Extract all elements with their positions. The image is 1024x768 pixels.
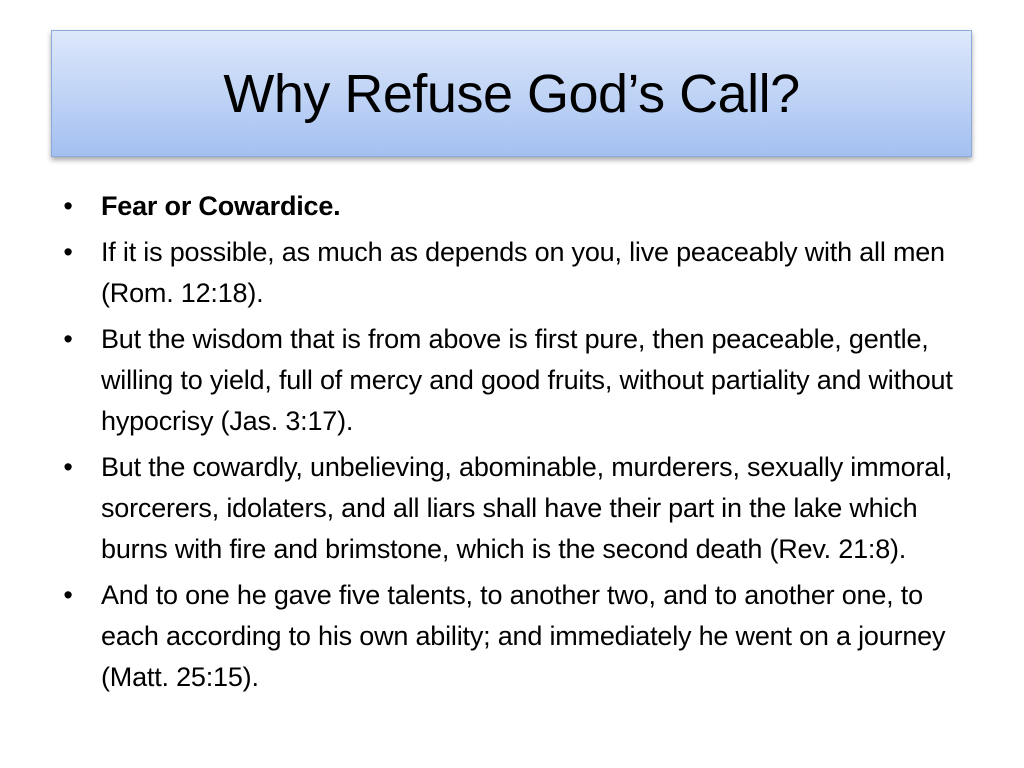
bullet-dot-icon: • <box>63 324 73 354</box>
bullet-text: If it is possible, as much as depends on you, live peaceably with all men (Rom. 12:18). <box>101 237 945 308</box>
title-box <box>51 30 972 157</box>
bullet-list <box>58 186 958 703</box>
slide-title: Why Refuse God’s Call? <box>223 63 800 124</box>
bullet-text: Fear or Cowardice. <box>101 191 341 221</box>
bullet-text: And to one he gave five talents, to another two, and to another one, to each according to his own ability; and immediately he went on a journey (Matt. 25:15). <box>101 580 946 692</box>
bullet-item <box>58 319 958 442</box>
bullet-item <box>58 232 958 314</box>
bullet-item <box>58 447 958 570</box>
bullet-dot-icon: • <box>63 237 73 267</box>
bullet-text: But the cowardly, unbelieving, abominable, murderers, sexually immoral, sorcerers, idolaters, and all liars shall have their part in the lake which burns with fire and brimstone, which is the second death (Rev. 21:8). <box>101 452 953 564</box>
bullet-item <box>58 575 958 698</box>
bullet-text: But the wisdom that is from above is first pure, then peaceable, gentle, willing to yield, full of mercy and good fruits, without partiality and without hypocrisy (Jas. 3:17). <box>101 324 953 436</box>
bullet-item <box>58 186 958 227</box>
bullet-dot-icon: • <box>63 452 73 482</box>
bullet-dot-icon: • <box>63 580 73 610</box>
bullet-dot-icon: • <box>63 191 73 221</box>
